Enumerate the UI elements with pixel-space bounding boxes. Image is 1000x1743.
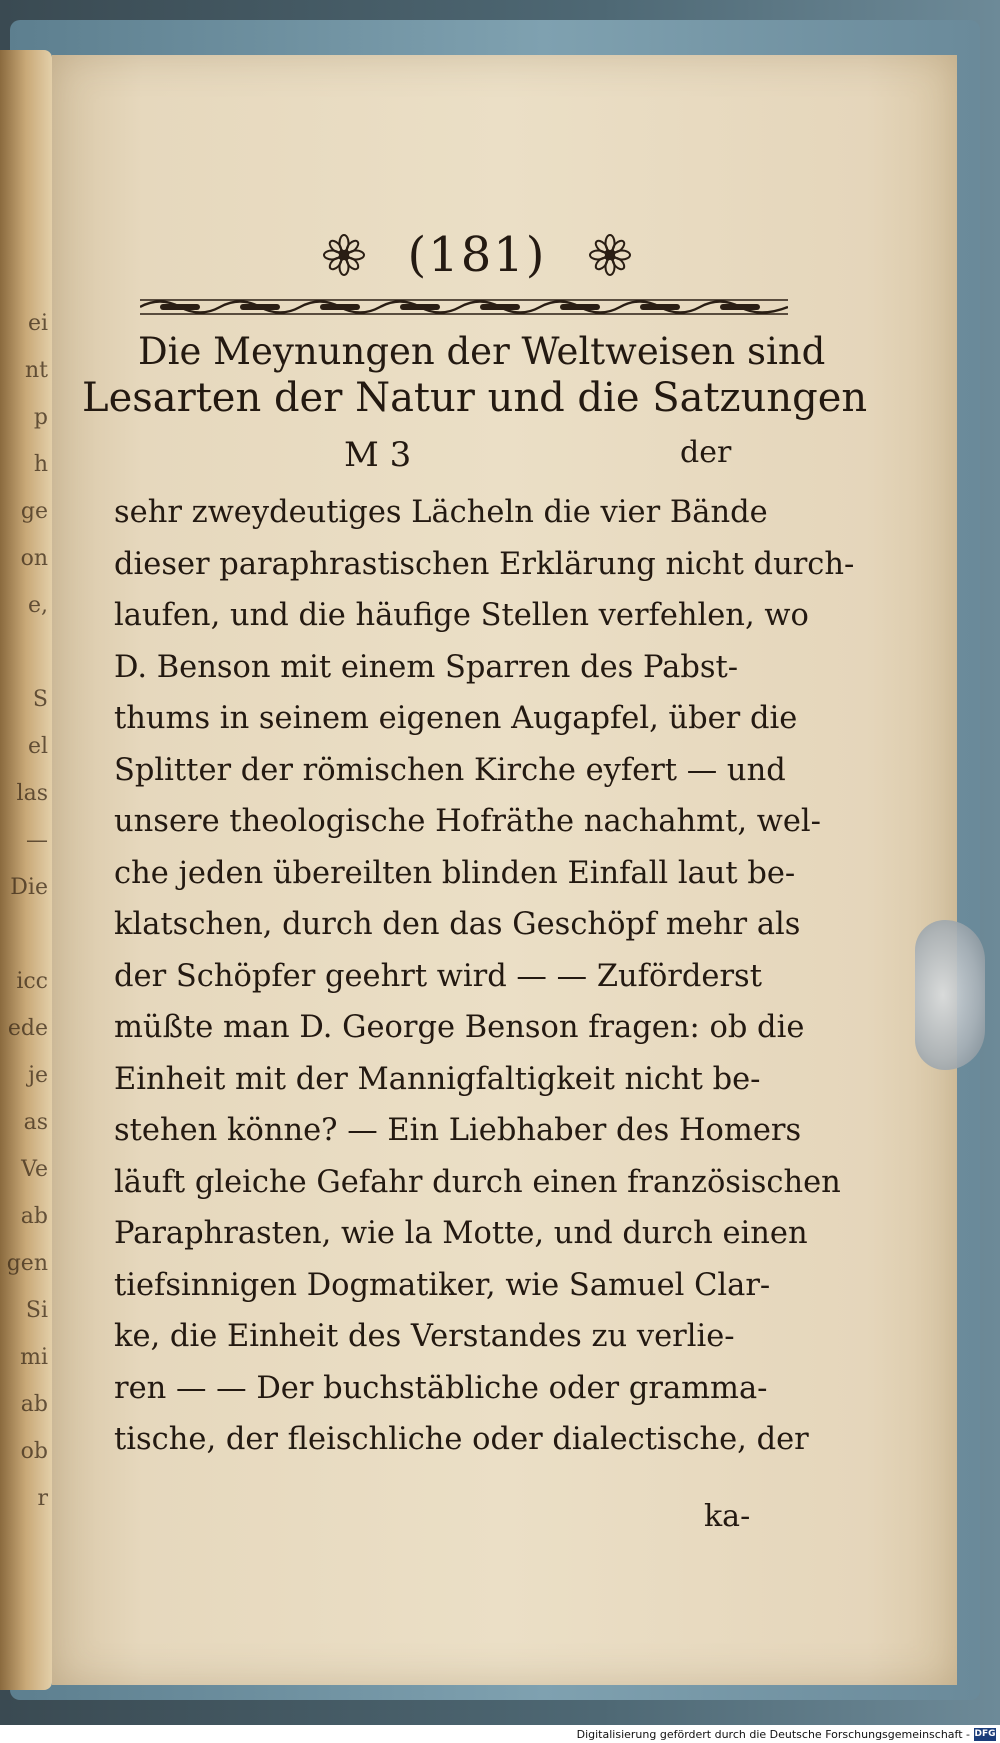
body-line: thums in seinem eigenen Augapfel, über die xyxy=(114,701,798,736)
previous-page-fragment: on xyxy=(20,546,48,571)
previous-page-fragment: Die xyxy=(10,875,48,900)
previous-page-fragment: gen xyxy=(6,1251,48,1276)
catchword-top: der xyxy=(680,435,732,470)
previous-page-fragment: r xyxy=(37,1486,48,1511)
body-line: Einheit mit der Mannigfaltigkeit nicht be- xyxy=(114,1061,761,1097)
previous-page-fragment: as xyxy=(23,1110,48,1135)
book-clasp xyxy=(915,920,985,1070)
flower-ornament-icon xyxy=(321,232,367,278)
previous-page-fragment xyxy=(0,911,48,958)
previous-page-fragment: je xyxy=(28,1063,48,1088)
body-line: Paraphrasten, wie la Motte, und durch einen xyxy=(114,1216,808,1251)
previous-page-fragment: e, xyxy=(27,593,48,618)
catchword-bottom: ka- xyxy=(704,1499,751,1534)
previous-page-fragment: icc xyxy=(16,969,48,994)
book-page xyxy=(52,55,957,1685)
body-line: müßte man D. George Benson fragen: ob die xyxy=(114,1010,805,1045)
heading-line: Lesarten der Natur und die Satzungen xyxy=(82,375,868,421)
previous-page-fragment: el xyxy=(27,734,48,759)
body-line: tische, der fleischliche oder dialectische, der xyxy=(114,1422,809,1457)
body-line: D. Benson mit einem Sparren des Pabst- xyxy=(114,649,739,685)
body-line: sehr zweydeutiges Lächeln die vier Bände xyxy=(114,495,768,530)
body-line: laufen, und die häufige Stellen verfehlen, wo xyxy=(114,598,809,633)
previous-page-text xyxy=(0,300,48,1522)
body-line: klatschen, durch den das Geschöpf mehr als xyxy=(114,907,801,942)
previous-page-fragment: mi xyxy=(20,1345,48,1370)
body-line: tiefsinnigen Dogmatiker, wie Samuel Clar- xyxy=(114,1267,771,1303)
previous-page-fragment: ob xyxy=(20,1439,48,1464)
previous-page-fragment: ab xyxy=(20,1204,48,1229)
previous-page-fragment: las xyxy=(16,781,48,806)
previous-page-fragment: S xyxy=(32,687,48,712)
body-line: läuft gleiche Gefahr durch einen französischen xyxy=(114,1164,841,1200)
flower-ornament-icon xyxy=(587,232,633,278)
previous-page-fragment: Ve xyxy=(21,1157,48,1182)
ornamental-rule xyxy=(140,292,788,322)
previous-page-fragment: h xyxy=(33,452,48,477)
dfg-logo-icon: DFG xyxy=(974,1729,996,1739)
previous-page-fragment: ede xyxy=(7,1016,48,1041)
body-line: ke, die Einheit des Verstandes zu verlie- xyxy=(114,1319,735,1354)
page-header xyxy=(312,225,642,285)
previous-page-fragment: — xyxy=(26,828,48,853)
body-line: stehen könne? — Ein Liebhaber des Homers xyxy=(114,1113,802,1148)
previous-page-fragment: Si xyxy=(25,1298,48,1323)
body-line: Splitter der römischen Kirche eyfert — und xyxy=(114,752,786,788)
body-line: ren — — Der buchstäbliche oder gramma- xyxy=(114,1370,768,1406)
signature-mark: M 3 xyxy=(344,435,412,475)
body-line: dieser paraphrastischen Erklärung nicht durch- xyxy=(114,546,855,582)
heading-line: Die Meynungen der Weltweisen sind xyxy=(138,330,826,373)
previous-page-edge xyxy=(0,50,52,1690)
body-line: unsere theologische Hofräthe nachahmt, wel- xyxy=(114,804,821,839)
footer-bar xyxy=(0,1725,1000,1743)
previous-page-fragment: ei xyxy=(27,311,48,336)
previous-page-fragment: nt xyxy=(24,358,48,383)
body-line: che jeden übereilten blinden Einfall laut be- xyxy=(114,855,796,891)
previous-page-fragment xyxy=(0,629,48,676)
page-number: (181) xyxy=(407,227,547,283)
previous-page-fragment: ge xyxy=(20,499,48,524)
previous-page-fragment: p xyxy=(33,405,48,430)
body-line: der Schöpfer geehrt wird — — Zuförderst xyxy=(114,958,762,994)
previous-page-fragment: ab xyxy=(20,1392,48,1417)
footer-credit: Digitalisierung gefördert durch die Deutsche Forschungsgemeinschaft - xyxy=(576,1728,970,1741)
